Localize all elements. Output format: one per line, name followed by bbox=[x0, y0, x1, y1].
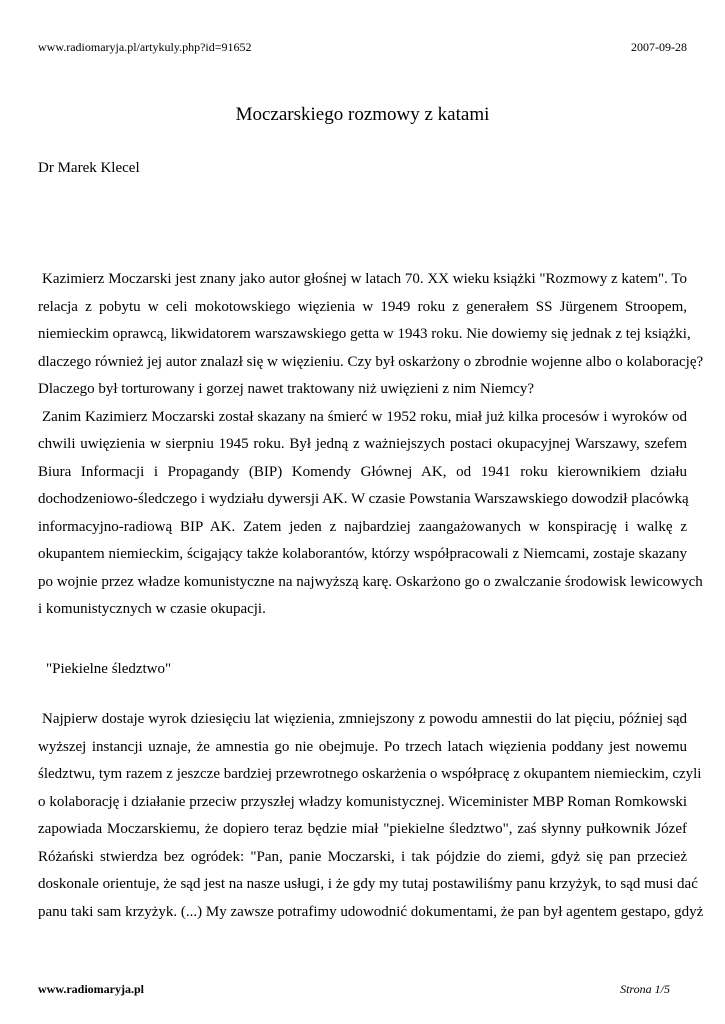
paragraph-line: Biura Informacji i Propagandy (BIP) Komendy Głównej AK, od 1941 roku kierownikiem działu bbox=[38, 463, 687, 480]
paragraph-3 bbox=[38, 706, 704, 926]
paragraph-line: chwili uwięzienia w sierpniu 1945 roku. Był jedną z ważniejszych postaci okupacyjnej Warszawy, szefem bbox=[38, 436, 687, 452]
paragraph-line: po wojnie przez władze komunistyczne na najwyższą karę. Oskarżono go o zwalczanie środowisk lewicowych bbox=[38, 573, 703, 590]
paragraph-line: doskonale orientuje, że sąd jest na nasze usługi, i że gdy my tutaj postawiliśmy panu krzyżyk, to sąd musi dać bbox=[38, 876, 698, 892]
article-title: Moczarskiego rozmowy z katami bbox=[235, 104, 490, 125]
paragraph-line: Kazimierz Moczarski jest znany jako autor głośnej w latach 70. XX wieku książki "Rozmowy z katem". To bbox=[42, 271, 687, 287]
paragraph-line: i komunistycznych w czasie okupacji. bbox=[38, 601, 266, 617]
paragraph-line: relacja z pobytu w celi mokotowskiego więzienia w 1949 roku z generałem SS Jürgenem Stroopem, bbox=[38, 298, 687, 315]
paragraph-line: dlaczego również jej autor znalazł się w więzieniu. Czy był oskarżony o zbrodnie wojenne albo o kolaborację? bbox=[38, 353, 704, 370]
paragraph-line: Dlaczego był torturowany i gorzej nawet traktowany niż uwięzieni z nim Niemcy? bbox=[38, 381, 535, 397]
paragraph-line: informacyjno-radiową BIP AK. Zatem jeden z najbardziej zaangażowanych w konspirację i walkę z bbox=[38, 518, 687, 535]
footer-site-link[interactable]: www.radiomaryja.pl bbox=[38, 982, 144, 996]
paragraph-2 bbox=[38, 404, 703, 624]
header-url-link[interactable]: www.radiomaryja.pl/artykuly.php?id=91652 bbox=[38, 40, 252, 54]
section-heading: "Piekielne śledztwo" bbox=[46, 661, 172, 677]
paragraph-line: niemieckim oprawcą, likwidatorem warszawskiego getta w 1943 roku. Nie dowiemy się jednak z tej książki, bbox=[38, 326, 691, 342]
paragraph-line: o kolaborację i działanie przeciw przyszłej władzy komunistycznej. Wiceminister MBP Roman Romkowski bbox=[38, 793, 687, 810]
header-date: 2007-09-28 bbox=[631, 40, 687, 54]
paragraph-1 bbox=[38, 266, 704, 404]
paragraph-line: śledztwu, tym razem z jeszcze bardziej przewrotnego oskarżenia o współpracę z okupantem niemieckim, czyli bbox=[38, 766, 702, 782]
paragraph-line: Różański stwierdza bez ogródek: "Pan, panie Moczarski, i tak pójdzie do ziemi, gdyż się pan przecież bbox=[38, 848, 687, 865]
footer-page-number: Strona 1/5 bbox=[620, 982, 670, 996]
paragraph-line: panu taki sam krzyżyk. (...) My zawsze potrafimy udowodnić dokumentami, że pan był agentem gestapo, gdyż bbox=[38, 903, 704, 920]
paragraph-line: Najpierw dostaje wyrok dziesięciu lat więzienia, zmniejszony z powodu amnestii do lat pięciu, później sąd bbox=[42, 711, 687, 727]
paragraph-line: zapowiada Moczarskiemu, że dopiero teraz będzie miał "piekielne śledztwo", zaś słynny pułkownik Józef bbox=[38, 821, 687, 837]
article-author: Dr Marek Klecel bbox=[38, 160, 140, 176]
paragraph-line: Zanim Kazimierz Moczarski został skazany na śmierć w 1952 roku, miał już kilka procesów i wyroków od bbox=[42, 408, 687, 425]
paragraph-line: okupantem niemieckim, ścigający także kolaborantów, którzy współpracowali z Niemcami, zostaje skazany bbox=[38, 546, 687, 562]
paragraph-line: dochodzeniowo-śledczego i wydziału dywersji AK. W czasie Powstania Warszawskiego dowodził placówką bbox=[38, 491, 689, 507]
paragraph-line: wyższej instancji uznaje, że amnestia go nie obejmuje. Po trzech latach więzienia poddany jest nowemu bbox=[38, 738, 687, 755]
